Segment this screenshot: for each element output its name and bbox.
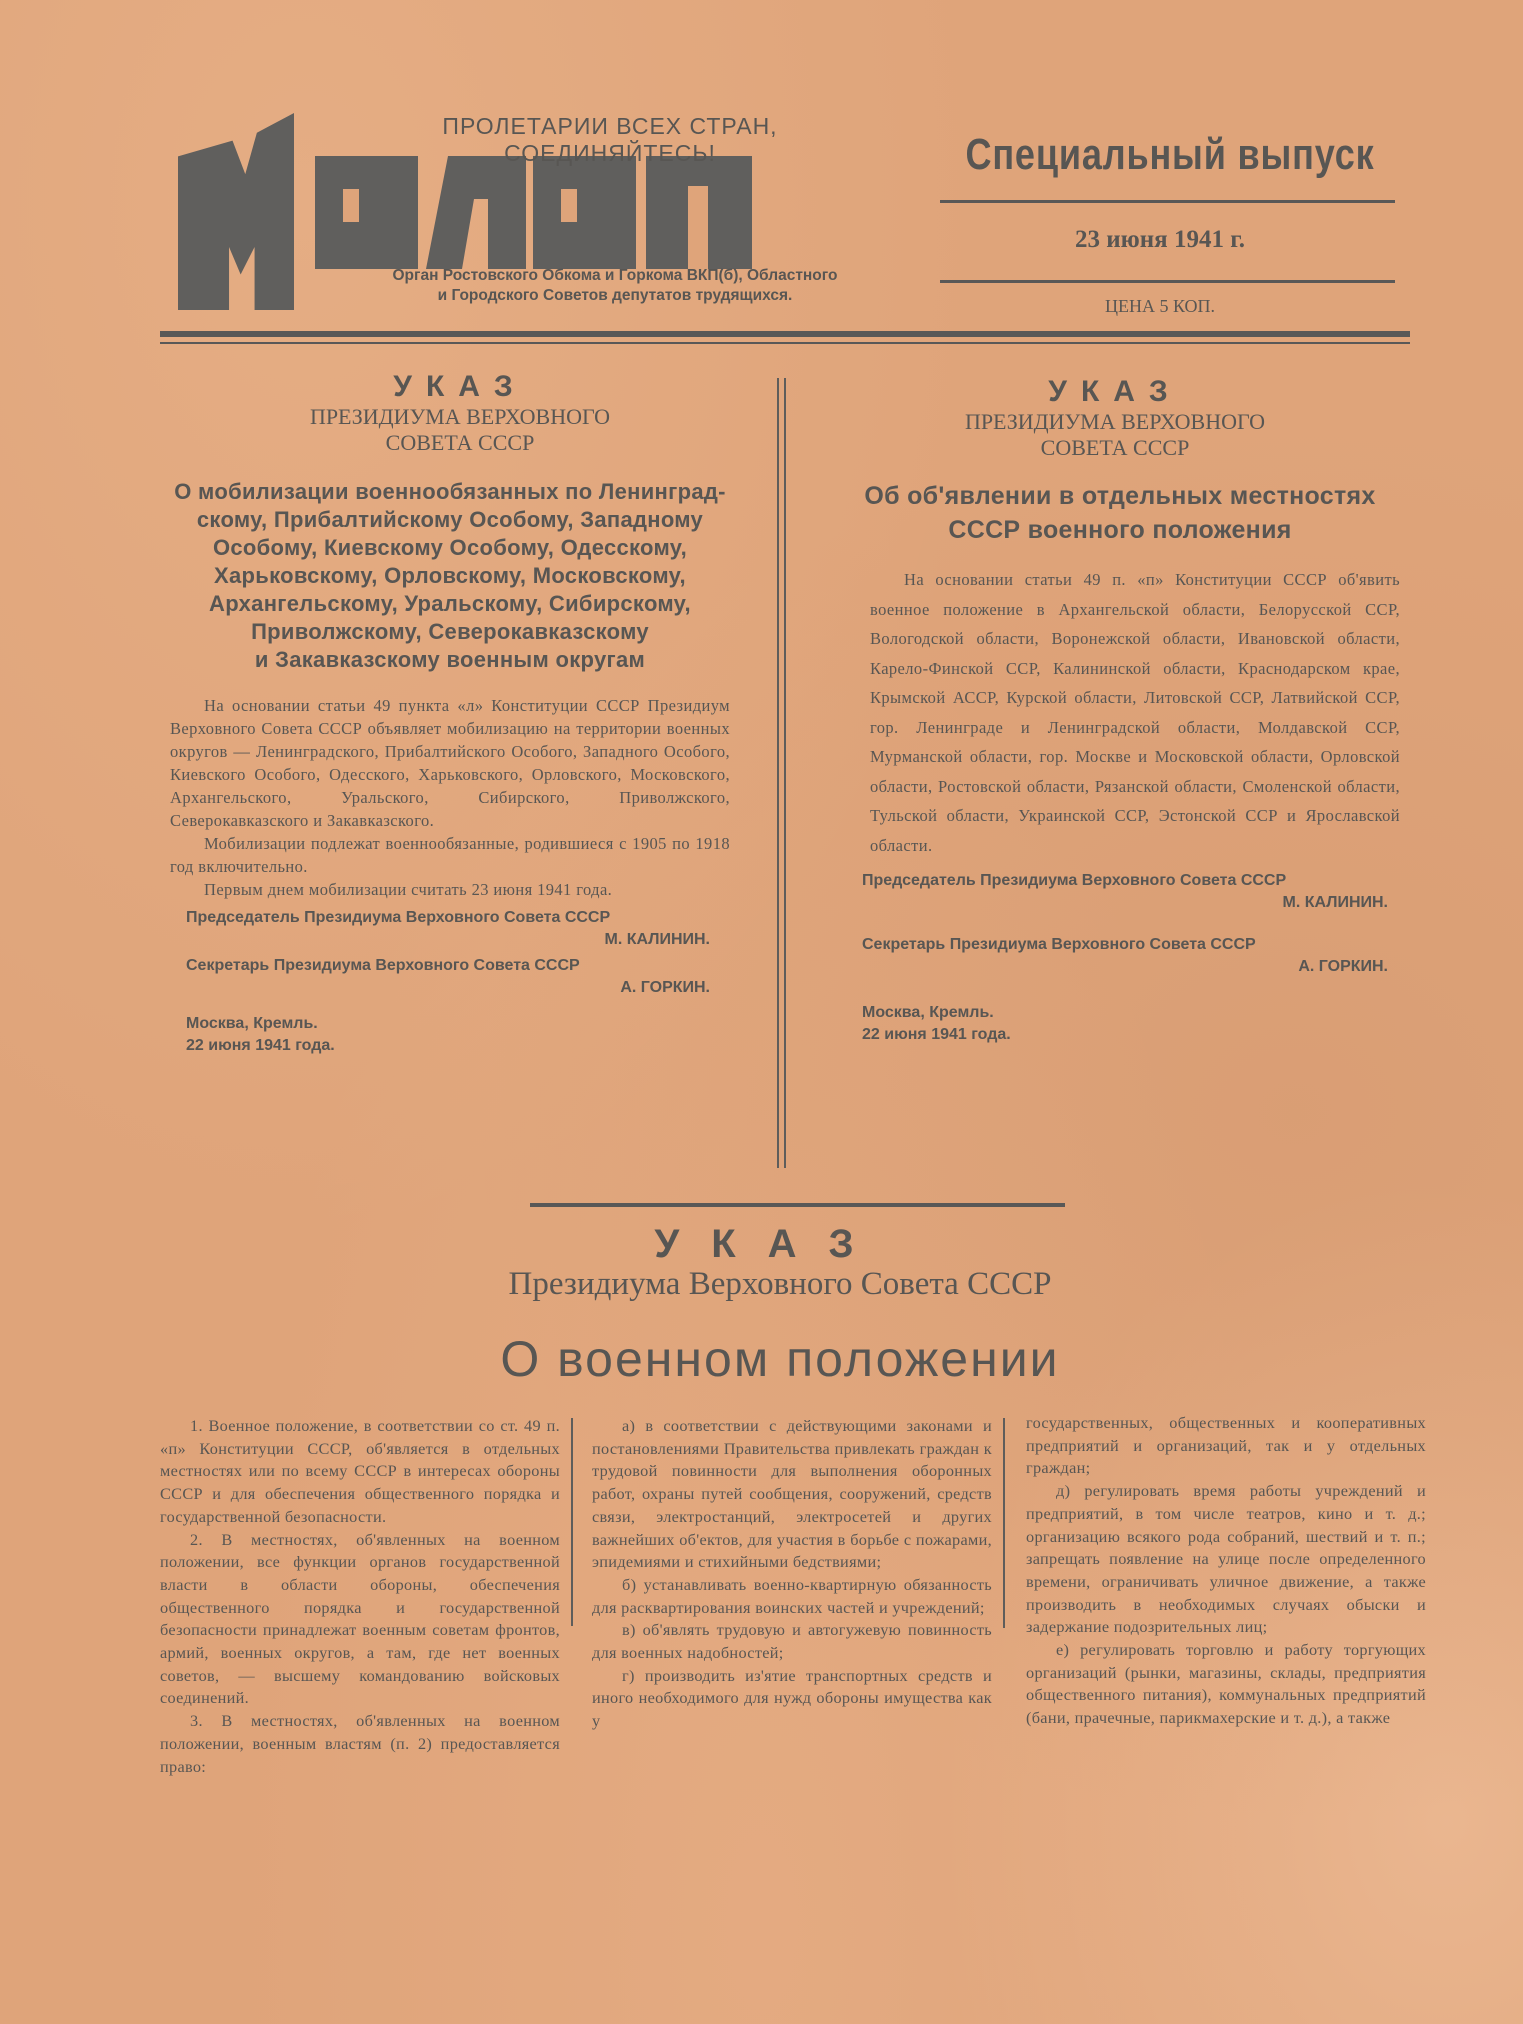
header-rule-top: [940, 200, 1395, 203]
decree-clause: 1. Военное положение, в соответствии со ст. 49 п. «п» Конституции СССР, об'является в отдельных местностях или по всему СССР в интересах обороны СССР и для обеспечения общественного порядка и государственной безопасности.: [160, 1416, 560, 1526]
masthead-slogan: ПРОЛЕТАРИИ ВСЕХ СТРАН, СОЕДИНЯЙТЕСЬ!: [442, 113, 778, 166]
decree-label: УКАЗ: [1048, 375, 1182, 408]
secretary-name: А. ГОРКИН.: [1298, 958, 1388, 975]
decree-clause: 3. В местностях, об'явленных на военном положении, военным властям (п. 2) предоставляется право:: [160, 1711, 560, 1776]
signing-date: 22 июня 1941 года.: [186, 1037, 335, 1054]
title-line: СССР военного положения: [948, 516, 1292, 544]
logo-letter-l: [426, 156, 526, 269]
chairman-name: М. КАЛИНИН.: [604, 931, 710, 948]
decree-clause: 2. В местностях, об'явленных на военном положении, все функции органов государственной власти в области обороны, обеспечения общественного порядка и государственной безопасности принадлежат военным советам фронтов, армий, военных округов, а там, где нет военных советов, — высшему командованию войсковых соединений.: [160, 1529, 560, 1708]
header-rule-bottom: [940, 280, 1395, 283]
decree-clause: в) об'являть трудовую и автогужевую повинность для военных надобностей;: [592, 1620, 992, 1663]
decree-column-1: [160, 1415, 560, 1778]
decree-issuer-line-1: ПРЕЗИДИУМА ВЕРХОВНОГО: [964, 409, 1266, 434]
organ-line-2: и Городского Советов депутатов трудящихся.: [437, 287, 793, 304]
column-divider-right: [784, 378, 786, 1168]
masthead-rule-thick: [160, 331, 1410, 337]
decree-martial-law-areas: [830, 375, 1410, 1046]
logo-letter-m: [178, 113, 294, 310]
decree-paragraph: На основании статьи 49 п. «п» Конституции СССР об'явить военное положение в Архангельской области, Белорусской ССР, Вологодской области, Воронежской области, Ивановской области, Карело-Финской ССР, Калининской области, Краснодарском крае, Крымской АССР, Курской области, Литовской ССР, Латвийской ССР, гор. Ленинграде и Ленинградской области, Молдавской ССР, Мурманской области, гор. Москве и Московской области, Орловской области, Ростовской области, Рязанской области, Смоленской области, Тульской области, Украинской ССР, Эстонской ССР и Ярославской области.: [870, 570, 1400, 855]
title-line: и Закавказскому военным округам: [254, 647, 646, 672]
secretary-title: Секретарь Президиума Верховного Совета СССР: [186, 957, 580, 974]
issue-date: 23 июня 1941 г.: [1075, 226, 1245, 253]
chairman-title: Председатель Президиума Верховного Совета СССР: [186, 909, 611, 926]
decree-signatures: [830, 870, 1410, 978]
masthead-organ-text: [355, 266, 875, 306]
decree-place-date: [830, 1002, 1410, 1046]
masthead-rule-thin: [160, 342, 1410, 344]
decree-place-date: [170, 1013, 730, 1057]
decree-clause: а) в соответствии с действующими законами и постановлениями Правительства привлекать граждан к трудовой повинности для выполнения оборонных работ, охраны путей сообщения, сооружений, средств связи, электростанций, электросетей и других важнейших об'ектов, для участия в борьбе с пожарами, эпидемиями и стихийными бедствиями;: [592, 1416, 992, 1572]
title-line: Архангельскому, Уральскому, Сибирскому,: [209, 591, 691, 616]
decree-body: [830, 565, 1410, 860]
title-line: Приволжскому, Северокавказскому: [251, 619, 649, 644]
decree-label: УКАЗ: [654, 1222, 886, 1266]
decree-mobilization: [170, 370, 730, 1057]
decree-title: [830, 479, 1410, 547]
decree-signatures: [170, 907, 730, 999]
special-edition-heading: Специальный выпуск: [965, 130, 1375, 179]
title-line: Харьковскому, Орловскому, Московскому,: [214, 563, 686, 588]
decree-column-3: [1026, 1412, 1426, 1730]
logo-letter-o2: [533, 156, 636, 269]
decree-clause: е) регулировать торговлю и работу торгующих организаций (рынки, магазины, склады, предприятия общественного питания), коммунальных предприятий (бани, прачечные, парикмахерские и т. д.), а также: [1026, 1640, 1426, 1728]
decree-title: О военном положении: [500, 1331, 1060, 1387]
decree-clause: г) производить из'ятие транспортных средств и иного необходимого для нужд обороны имущества как у: [592, 1665, 992, 1731]
chairman-name: М. КАЛИНИН.: [1282, 894, 1388, 911]
decree-paragraph: На основании статьи 49 пункта «л» Конституции СССР Президиум Верховного Совета СССР объявляет мобилизацию на территории военных округов — Ленинградского, Прибалтийского Особого, Западного Особого, Киевского Особого, Одесского, Харьковского, Орловского, Московского, Архангельского, Уральского, Сибирского, Приволжского, Северокавказского и Закавказского.: [170, 696, 730, 830]
decree-label: УКАЗ: [393, 370, 527, 403]
signing-place: Москва, Кремль.: [186, 1015, 318, 1032]
title-line: О мобилизации военнообязанных по Ленинград-: [174, 479, 726, 504]
decree-clause: б) устанавливать военно-квартирную обязанность для расквартирования воинских частей и учреждений;: [592, 1574, 992, 1617]
secretary-name: А. ГОРКИН.: [620, 979, 710, 996]
logo-letter-t: [646, 156, 752, 269]
decree-issuer-line-2: СОВЕТА СССР: [385, 430, 535, 455]
decree-issuer: Президиума Верховного Совета СССР: [508, 1266, 1052, 1302]
issue-price: ЦЕНА 5 КОП.: [1104, 296, 1216, 316]
decree-column-2: [592, 1415, 992, 1733]
column-divider-left: [777, 378, 779, 1168]
title-line: Об об'явлении в отдельных местностях: [864, 482, 1376, 510]
signing-place: Москва, Кремль.: [862, 1004, 994, 1021]
signing-date: 22 июня 1941 года.: [862, 1026, 1011, 1043]
decree-body: [170, 694, 730, 901]
decree-paragraph: Мобилизации подлежат военнообязанные, родившиеся с 1905 по 1918 год включительно.: [170, 834, 730, 876]
decree-clause: д) регулировать время работы учреждений и предприятий, в том числе театров, кино и т. д.; организацию всякого рода собраний, шествий и т. п.; запрещать появление на улице после определенного времени, ограничивать уличное движение, а также производить в необходимых случаях обыски и задержание подозрительных лиц;: [1026, 1481, 1426, 1637]
decree-paragraph: Первым днем мобилизации считать 23 июня 1941 года.: [204, 880, 613, 899]
chairman-title: Председатель Президиума Верховного Совета СССР: [862, 872, 1287, 889]
section-rule: [530, 1203, 1065, 1207]
decree-title: [170, 478, 730, 674]
title-line: Особому, Киевскому Особому, Одесскому,: [212, 535, 688, 560]
column-divider: [1003, 1418, 1005, 1628]
secretary-title: Секретарь Президиума Верховного Совета СССР: [862, 936, 1256, 953]
decree-issuer-line-1: ПРЕЗИДИУМА ВЕРХОВНОГО: [309, 404, 611, 429]
logo-letter-o: [315, 156, 418, 269]
decree-clause: государственных, общественных и кооперативных предприятий и организаций, так и у отдельных граждан;: [1026, 1413, 1426, 1478]
decree-issuer-line-2: СОВЕТА СССР: [1040, 435, 1190, 460]
title-line: скому, Прибалтийскому Особому, Западному: [196, 507, 704, 532]
column-divider: [571, 1418, 573, 1626]
organ-line-1: Орган Ростовского Обкома и Горкома ВКП(б), Областного: [392, 267, 838, 284]
